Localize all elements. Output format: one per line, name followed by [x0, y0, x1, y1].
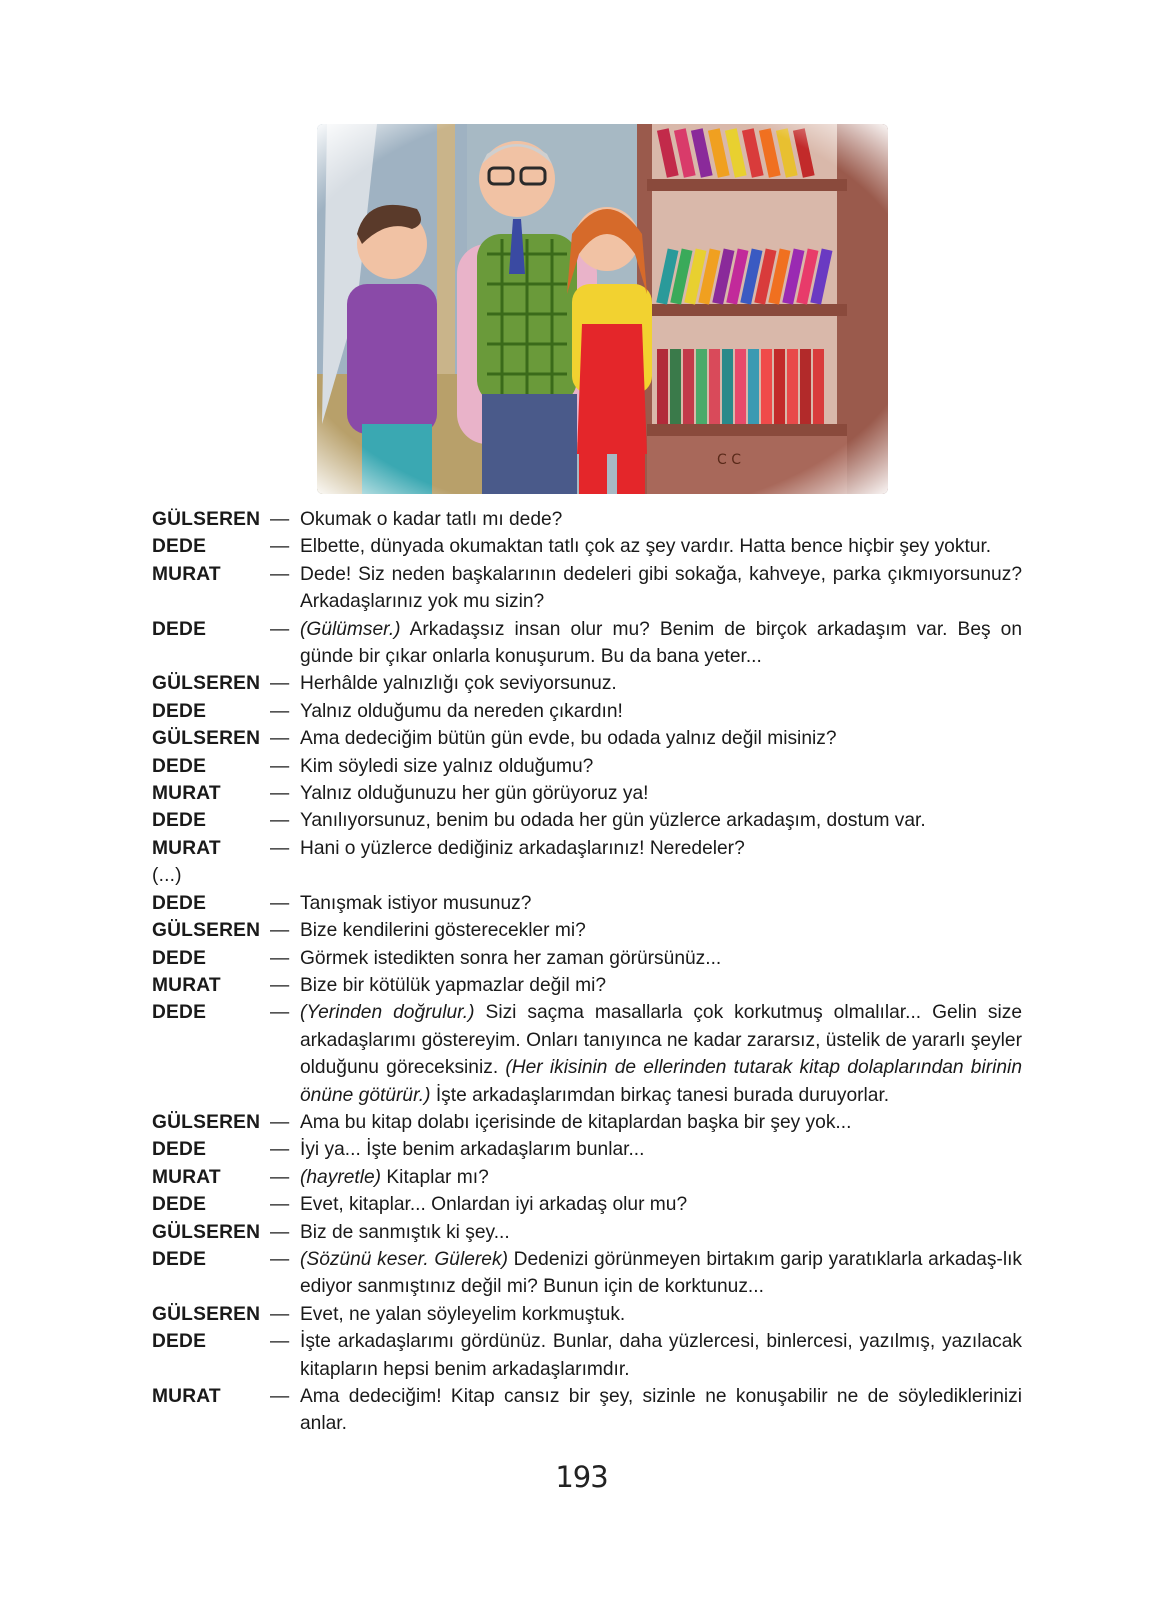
dialogue-line — [152, 1164, 1022, 1191]
spoken-text: Dedenizi görünmeyen birtakım garip yaratıklarla arkadaş-lık ediyor sanmıştınız değil mi? Bunun için de korktunuz... — [300, 1248, 1023, 1298]
em-dash: — — [270, 1002, 290, 1024]
dialogue-line — [152, 1191, 1022, 1218]
spoken-text: Kitaplar mı? — [381, 1166, 489, 1188]
dialogue-line — [152, 725, 1022, 752]
dialogue-line — [152, 1246, 1022, 1301]
em-dash: — — [270, 1386, 290, 1407]
speaker-name: GÜLSEREN — [152, 1111, 261, 1133]
dialogue-text — [300, 1164, 1022, 1191]
dialogue-line — [152, 1136, 1022, 1163]
em-dash: — — [270, 1111, 290, 1133]
dialogue-line — [152, 506, 1022, 533]
dialogue-line — [152, 698, 1022, 725]
dialogue-text — [300, 1219, 1022, 1246]
em-dash: — — [270, 618, 290, 640]
em-dash: — — [270, 536, 290, 558]
speaker-name: DEDE — [152, 1002, 207, 1024]
dialogue-line — [152, 807, 1022, 834]
em-dash: — — [270, 892, 290, 914]
dialogue-text — [300, 753, 1022, 780]
em-dash: — — [270, 563, 290, 585]
stage-direction: (hayretle) — [300, 1166, 382, 1188]
speaker-name: DEDE — [152, 1331, 207, 1353]
dialogue-text — [300, 835, 1022, 862]
dialogue-line — [152, 972, 1022, 999]
em-dash: — — [270, 1331, 290, 1353]
spoken-text: Arkadaşsız insan olur mu? Benim de birçok arkadaşım var. Beş on günde bir çıkar onlarla konuşurum. Bu da bana yeter... — [300, 618, 1022, 668]
speaker-name: DEDE — [152, 755, 207, 777]
dialogue-text — [300, 561, 1022, 616]
dialogue-text — [300, 862, 1022, 889]
stage-direction: (Yerinden doğrulur.) — [300, 1002, 475, 1024]
dialogue-line — [152, 1219, 1022, 1246]
speaker-name: MURAT — [152, 783, 221, 805]
em-dash: — — [270, 1166, 290, 1188]
speaker-name: DEDE — [152, 1248, 207, 1270]
speaker-name: MURAT — [152, 1386, 221, 1407]
speaker-name: GÜLSEREN — [152, 509, 261, 530]
dialogue-text — [300, 999, 1022, 1109]
spoken-text: Evet, kitaplar... Onlardan iyi arkadaş olur mu? — [300, 1194, 688, 1216]
em-dash: — — [270, 673, 290, 695]
em-dash: — — [270, 974, 290, 996]
dialogue-text — [300, 1301, 1022, 1328]
spoken-text: İşte arkadaşlarımdan birkaç tanesi burada duruyorlar. — [430, 1084, 890, 1106]
speaker-name: MURAT — [152, 563, 221, 585]
dialogue-line — [152, 917, 1022, 944]
dialogue-text — [300, 1191, 1022, 1218]
spoken-text: Hani o yüzlerce dediğiniz arkadaşlarınız! Neredeler? — [300, 837, 745, 859]
illustration — [317, 124, 888, 494]
spoken-text: Okumak o kadar tatlı mı dede? — [300, 509, 563, 530]
dialogue-line — [152, 1109, 1022, 1136]
speaker-name: DEDE — [152, 892, 207, 914]
speaker-name: GÜLSEREN — [152, 1303, 261, 1325]
em-dash: — — [270, 755, 290, 777]
spoken-text: Ama bu kitap dolabı içerisinde de kitaplardan başka bir şey yok... — [300, 1111, 852, 1133]
dialogue-text — [300, 725, 1022, 752]
speaker-name: GÜLSEREN — [152, 1221, 261, 1243]
em-dash: — — [270, 837, 290, 859]
spoken-text: Ama dedeciğim! Kitap cansız bir şey, sizinle ne konuşabilir ne de söylediklerinizi anlar. — [300, 1386, 1022, 1435]
em-dash: — — [270, 700, 290, 722]
spoken-text: Biz de sanmıştık ki şey... — [300, 1221, 510, 1243]
dialogue-text — [300, 917, 1022, 944]
spoken-text: Bize kendilerini gösterecekler mi? — [300, 920, 586, 942]
dialogue-line — [152, 1328, 1022, 1383]
speaker-name: GÜLSEREN — [152, 728, 261, 750]
dialogue-text — [300, 1328, 1022, 1383]
em-dash: — — [270, 1221, 290, 1243]
speaker-name: (...) — [152, 865, 182, 887]
dialogue-text — [300, 1136, 1022, 1163]
dialogue-text — [300, 890, 1022, 917]
speaker-name: DEDE — [152, 947, 207, 969]
speaker-name: DEDE — [152, 810, 207, 832]
spoken-text: Kim söyledi size yalnız olduğumu? — [300, 755, 594, 777]
dialogue-line — [152, 1383, 1022, 1438]
dialogue-line — [152, 753, 1022, 780]
spoken-text: İyi ya... İşte benim arkadaşlarım bunlar... — [300, 1139, 645, 1161]
speaker-name: GÜLSEREN — [152, 673, 261, 695]
dialogue-text — [300, 616, 1022, 671]
dialogue-line — [152, 1301, 1022, 1328]
dialogue-line — [152, 780, 1022, 807]
dialogue-line — [152, 890, 1022, 917]
dialogue-text — [300, 1109, 1022, 1136]
em-dash: — — [270, 947, 290, 969]
spoken-text: Yalnız olduğunuzu her gün görüyoruz ya! — [300, 783, 649, 805]
dialogue-text — [300, 780, 1022, 807]
em-dash: — — [270, 783, 290, 805]
em-dash: — — [270, 728, 290, 750]
spoken-text: Bize bir kötülük yapmazlar değil mi? — [300, 974, 607, 996]
spoken-text: Yanılıyorsunuz, benim bu odada her gün yüzlerce arkadaşım, dostum var. — [300, 810, 926, 832]
spoken-text: Görmek istedikten sonra her zaman görürsünüz... — [300, 947, 722, 969]
stage-direction: (Her ikisinin de ellerinden tutarak kitap dolaplarından birinin önüne götürür.) — [300, 1057, 1022, 1106]
em-dash — [270, 862, 300, 889]
em-dash: — — [270, 509, 290, 530]
speaker-name: DEDE — [152, 618, 207, 640]
dialogue-text — [300, 670, 1022, 697]
em-dash: — — [270, 1248, 290, 1270]
speaker-name: DEDE — [152, 1139, 207, 1161]
page-number: 193 — [555, 1460, 608, 1494]
dialogue-text — [300, 945, 1022, 972]
stage-direction: (Sözünü keser. Gülerek) — [300, 1248, 508, 1270]
spoken-text: Elbette, dünyada okumaktan tatlı çok az şey vardır. Hatta bence hiçbir şey yoktur. — [300, 536, 992, 558]
dialogue-text — [300, 533, 1022, 560]
dialogue-text — [300, 698, 1022, 725]
speaker-name: DEDE — [152, 1194, 207, 1216]
speaker-name: GÜLSEREN — [152, 920, 261, 942]
speaker-name: MURAT — [152, 837, 221, 859]
dialogue-line — [152, 670, 1022, 697]
dialogue-line — [152, 561, 1022, 616]
dialogue — [152, 506, 1022, 1438]
dialogue-text — [300, 1383, 1022, 1438]
spoken-text: İşte arkadaşlarımı gördünüz. Bunlar, daha yüzlercesi, binlercesi, yazılmış, yazılacak kitapların hepsi benim arkadaşlarımdır. — [300, 1331, 1022, 1380]
stage-direction: (Gülümser.) — [300, 618, 401, 640]
speaker-name: MURAT — [152, 974, 221, 996]
em-dash: — — [270, 810, 290, 832]
spoken-text: Dede! Siz neden başkalarının dedeleri gibi sokağa, kahveye, parka çıkmıyorsunuz? Arkadaşlarınız yok mu sizin? — [300, 563, 1022, 613]
dialogue-text — [300, 972, 1022, 999]
dialogue-line — [152, 862, 1022, 889]
spoken-text: Yalnız olduğumu da nereden çıkardın! — [300, 700, 623, 722]
spoken-text: Ama dedeciğim bütün gün evde, bu odada yalnız değil misiniz? — [300, 728, 837, 750]
em-dash: — — [270, 920, 290, 942]
spoken-text: Sizi saçma masallarla çok korkutmuş olmalılar... Gelin size arkadaşlarımı göstereyim. Onları tanıyınca ne kadar zararsız, üstelik de yararlı şeyler olduğunu göreceksiniz. — [300, 1002, 1022, 1079]
family-bookshelf-illustration — [317, 124, 888, 494]
em-dash: — — [270, 1194, 290, 1216]
dialogue-line — [152, 999, 1022, 1109]
speaker-name: MURAT — [152, 1166, 221, 1188]
spoken-text: Tanışmak istiyor musunuz? — [300, 892, 532, 914]
em-dash: — — [270, 1139, 290, 1161]
spoken-text: Evet, ne yalan söyleyelim korkmuştuk. — [300, 1303, 626, 1325]
dialogue-text — [300, 1246, 1022, 1301]
dialogue-line — [152, 533, 1022, 560]
speaker-name: DEDE — [152, 536, 207, 558]
em-dash: — — [270, 1303, 290, 1325]
speaker-name: DEDE — [152, 700, 207, 722]
dialogue-line — [152, 835, 1022, 862]
dialogue-text — [300, 506, 1022, 533]
spoken-text: Herhâlde yalnızlığı çok seviyorsunuz. — [300, 673, 617, 695]
dialogue-text — [300, 807, 1022, 834]
dialogue-line — [152, 616, 1022, 671]
dialogue-line — [152, 945, 1022, 972]
